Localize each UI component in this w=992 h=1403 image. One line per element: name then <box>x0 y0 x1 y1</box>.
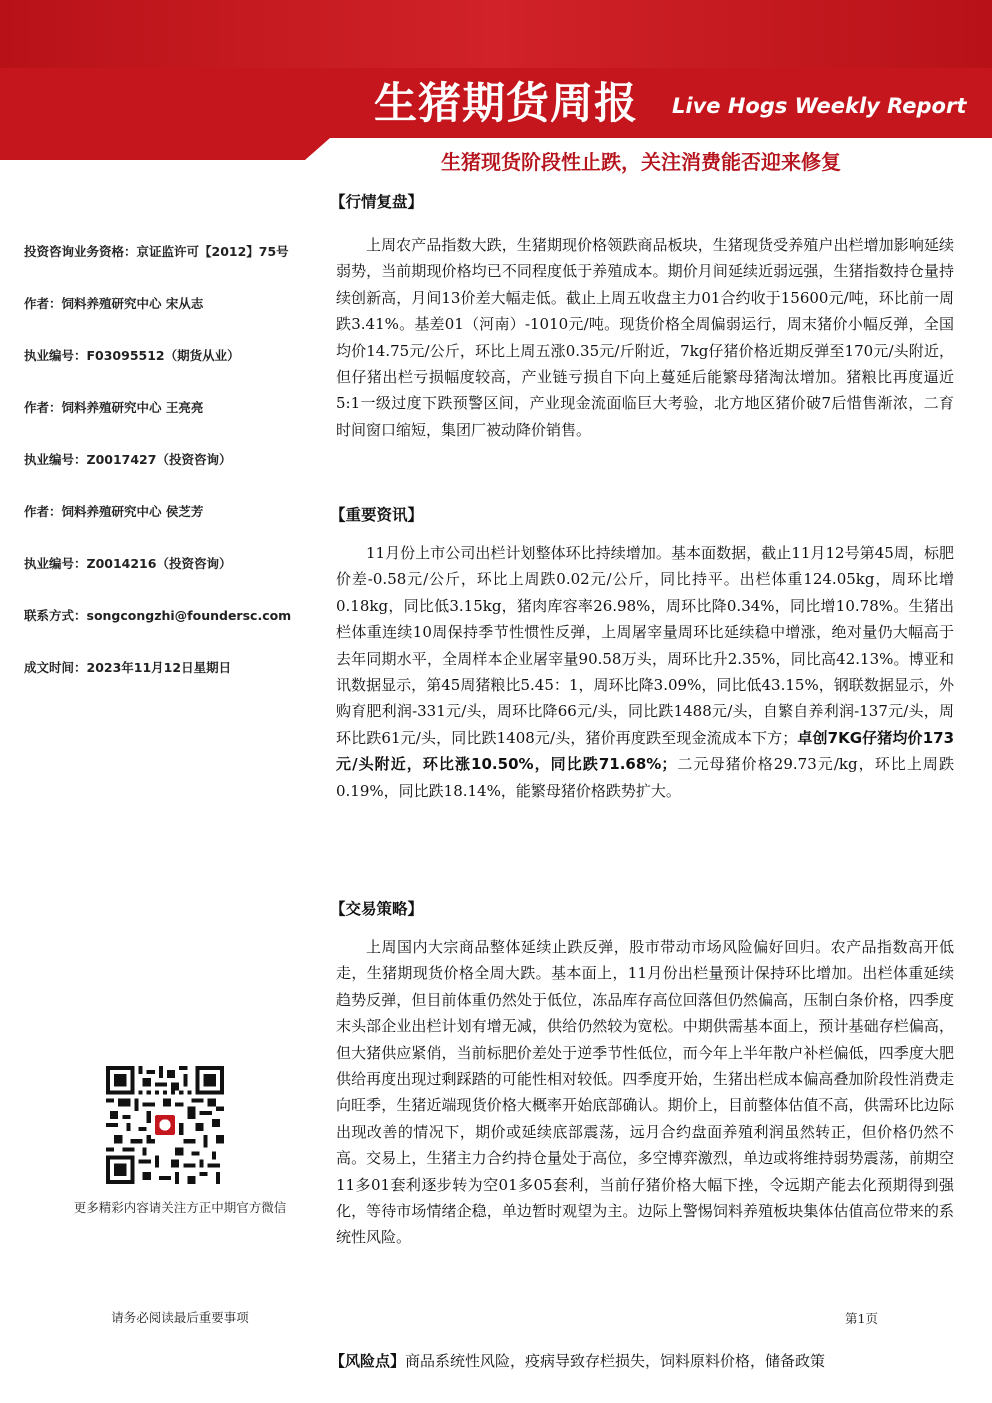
market-review-paragraph: 上周农产品指数大跌，生猪期现价格领跌商品板块，生猪现货受养殖户出栏增加影响延续弱势，当前期现价格均已不同程度低于养殖成本。期价月间延续近弱远强，生猪指数持仓量持续创新高，月间13价差大幅走低。截止上周五收盘主力01合约收于15600元/吨，环比前一周跌3.41%。基差01（河南）-1010元/吨。现货价格全周偏弱运行，周末猪价小幅反弹，全国均价14.75元/公斤，环比上周五涨0.35元/斤附近，7kg仔猪价格近期反弹至170元/头附近，但仔猪出栏亏损幅度较高，产业链亏损自下向上蔓延后能繁母猪淘汰增加。猪粮比再度逼近5:1一级过度下跌预警区间，产业现金流面临巨大考验，北方地区猪价破7后惜售渐浓，二育时间窗口缩短，集团厂被动降价销售。 <box>336 236 954 439</box>
meta-license-3: 执业编号：Z0014216（投资咨询） <box>24 556 232 571</box>
section-heading-market-review: 【行情复盘】 <box>330 193 424 211</box>
strategy-paragraph: 上周国内大宗商品整体延续止跌反弹，股市带动市场风险偏好回归。农产品指数高开低走，生猪期现货价格全周大跌。基本面上，11月份出栏量预计保持环比增加。出栏体重延续趋势反弹，但目前体重仍然处于低位，冻品库存高位回落但仍然偏高，压制白条价格，四季度末头部企业出栏计划有增无减，供给仍然较为宽松。中期供需基本面上，预计基础存栏偏高，但大猪供应紧俏，当前标肥价差处于逆季节性低位，而今年上半年散户补栏偏低，四季度大肥供给再度出现过剩踩踏的可能性相对较低。四季度开始，生猪出栏成本偏高叠加阶段性消费走向旺季，生猪近端现货价格大概率开始底部确认。期价上，目前整体估值不高，供需环比边际出现改善的情况下，期价或延续底部震荡，远月合约盘面养殖利润虽然转正，但价格仍然不高。交易上，生猪主力合约持仓量处于高位，多空博弈激烈，单边或将维持弱势震荡，前期空11多01套利逐步转为空01多05套利，当前仔猪价格大幅下挫，令远期产能去化预期得到强化，等待市场情绪企稳，单边暂时观望为主。边际上警惕饲料养殖板块集体估值高位带来的系统性风险。 <box>336 938 954 1247</box>
report-headline: 生猪现货阶段性止跌，关注消费能否迎来修复 <box>441 150 841 174</box>
meta-license-2: 执业编号：Z0017427（投资咨询） <box>24 452 232 467</box>
meta-contact: 联系方式：songcongzhi@foundersc.com <box>24 608 292 623</box>
news-paragraph <box>336 540 954 804</box>
qr-code-icon[interactable] <box>106 1066 224 1184</box>
meta-date: 成文时间：2023年11月12日星期日 <box>24 660 232 675</box>
meta-author-3: 作者：饲料养殖研究中心 侯芝芳 <box>24 504 204 519</box>
news-text-tail: 二元母猪价格29.73元/kg，环比上周跌0.19%，同比跌18.14%，能繁母猪价格跌势扩大。 <box>336 755 954 800</box>
banner-highlight <box>0 0 992 68</box>
news-highlight: 卓创7KG仔猪均价173元/头附近，环比涨10.50%，同比跌71.68%； <box>336 728 955 774</box>
report-title-cn: 生猪期货周报 <box>374 79 638 129</box>
risk-label: 【风险点】 <box>330 1352 406 1370</box>
section-heading-strategy: 【交易策略】 <box>330 900 424 918</box>
meta-author-2: 作者：饲料养殖研究中心 王亮亮 <box>24 400 204 415</box>
section-heading-news: 【重要资讯】 <box>330 506 424 524</box>
report-title-en: Live Hogs Weekly Report <box>672 94 967 118</box>
news-text: 11月份上市公司出栏计划整体环比持续增加。基本面数据，截止11月12号第45周，标肥价差-0.58元/公斤，环比上周跌0.02元/公斤，同比持平。出栏体重124.05kg，周环比增0.18kg，同比低3.15kg，猪肉库容率26.98%，周环比降0.34%，同比增10.78%。生猪出栏体重连续10周保持季节性惯性反弹，上周屠宰量周环比延续稳中增涨，绝对量仍大幅高于去年同期水平，全周样本企业屠宰量90.58万头，周环比升2.35%，同比高42.13%。博亚和讯数据显示，第45周猪粮比5.45：1，周环比降3.09%，同比低43.15%，钢联数据显示，外购育肥利润-331元/头，周环比降66元/头，同比跌1488元/头，自繁自养利润-137元/头，周环比跌61元/头，同比跌1408元/头，猪价再度跌至现金流成本下方； <box>336 544 954 747</box>
meta-license-1: 执业编号：F03095512（期货从业） <box>24 348 240 363</box>
meta-author-1: 作者：饲料养殖研究中心 宋从志 <box>24 296 204 311</box>
important-notice: 请务必阅读最后重要事项 <box>111 1310 249 1325</box>
page-number: 第1页 <box>845 1311 878 1326</box>
risk-text: 商品系统性风险，疫病导致存栏损失，饲料原料价格，储备政策 <box>405 1352 826 1370</box>
meta-qualification: 投资咨询业务资格：京证监许可【2012】75号 <box>24 244 289 259</box>
qr-caption: 更多精彩内容请关注方正中期官方微信 <box>73 1200 287 1215</box>
risk-line <box>330 1350 970 1371</box>
